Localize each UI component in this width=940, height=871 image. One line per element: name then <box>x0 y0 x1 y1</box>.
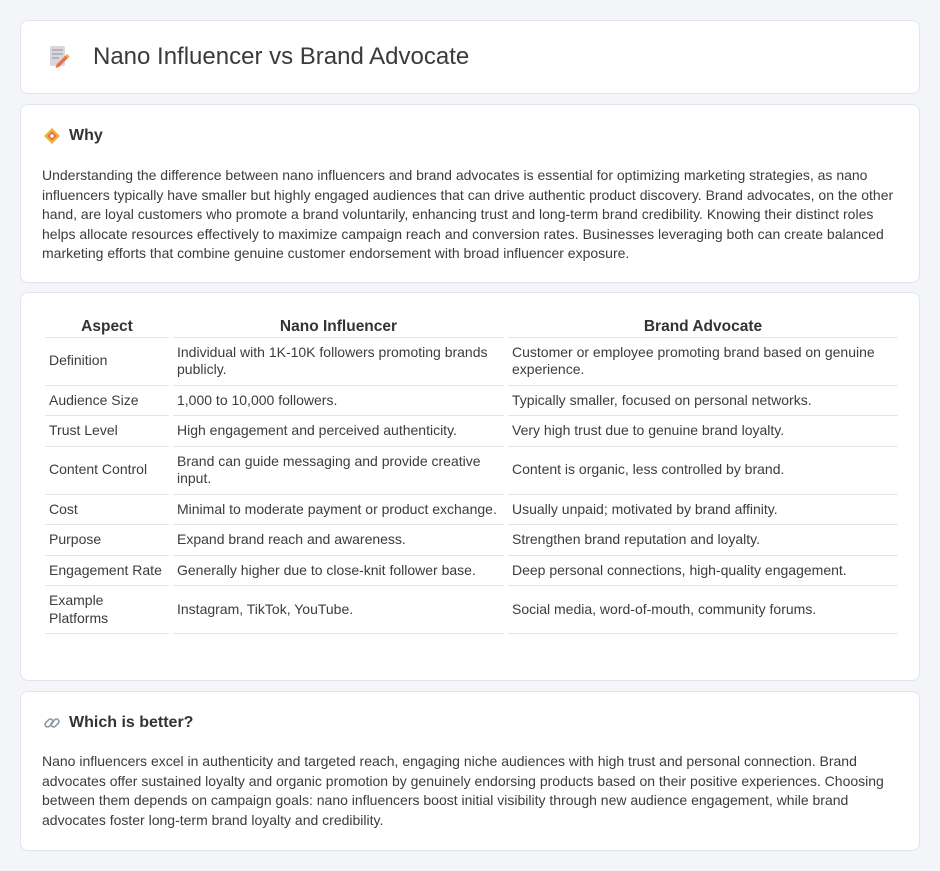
nano-cell: 1,000 to 10,000 followers. <box>171 385 506 416</box>
header-nano-influencer: Nano Influencer <box>171 317 506 337</box>
nano-cell: Expand brand reach and awareness. <box>171 525 506 556</box>
nano-cell: Individual with 1K-10K followers promoting brands publicly. <box>171 337 506 385</box>
diamond-icon <box>43 127 61 145</box>
comparison-table <box>45 317 898 634</box>
table-row <box>45 494 898 525</box>
title-row <box>47 43 469 71</box>
advocate-cell: Deep personal connections, high-quality engagement. <box>506 555 898 586</box>
header-brand-advocate: Brand Advocate <box>506 317 898 337</box>
better-heading <box>43 714 193 732</box>
advocate-cell: Usually unpaid; motivated by brand affinity. <box>506 494 898 525</box>
page-title: Nano Influencer vs Brand Advocate <box>93 43 470 70</box>
advocate-cell: Social media, word-of-mouth, community forums. <box>506 586 898 634</box>
nano-cell: High engagement and perceived authenticity. <box>171 416 506 447</box>
advocate-cell: Typically smaller, focused on personal networks. <box>506 385 898 416</box>
better-title: Which is better? <box>69 714 194 731</box>
nano-cell: Brand can guide messaging and provide creative input. <box>171 446 506 494</box>
aspect-cell: Example Platforms <box>45 586 171 634</box>
comparison-section <box>20 292 920 681</box>
header-aspect: Aspect <box>45 317 171 337</box>
header-card <box>20 20 920 94</box>
why-section <box>20 104 920 283</box>
which-is-better-section <box>20 691 920 851</box>
nano-cell: Minimal to moderate payment or product exchange. <box>171 494 506 525</box>
aspect-cell: Definition <box>45 337 171 385</box>
advocate-cell: Very high trust due to genuine brand loyalty. <box>506 416 898 447</box>
aspect-cell: Content Control <box>45 446 171 494</box>
table-row <box>45 586 898 634</box>
link-icon <box>43 714 61 732</box>
aspect-cell: Engagement Rate <box>45 555 171 586</box>
table-row <box>45 385 898 416</box>
aspect-cell: Purpose <box>45 525 171 556</box>
advocate-cell: Content is organic, less controlled by brand. <box>506 446 898 494</box>
nano-cell: Generally higher due to close-knit follower base. <box>171 555 506 586</box>
table-row <box>45 337 898 385</box>
table-row <box>45 416 898 447</box>
why-title: Why <box>69 127 103 144</box>
advocate-cell: Strengthen brand reputation and loyalty. <box>506 525 898 556</box>
document-pencil-icon <box>47 44 71 70</box>
why-text: Understanding the difference between nano influencers and brand advocates is essential for optimizing marketing strategies, as nano influencers typically have smaller but highly engaged audiences that can drive authentic product discovery. Brand advocates, on the other hand, are loyal customers who promote a brand voluntarily, enhancing trust and long-term brand credibility. Knowing their distinct roles helps allocate resources effectively to maximize campaign reach and conversion rates. Businesses leveraging both can create balanced marketing efforts that combine genuine customer endorsement with broad influencer exposure. <box>42 167 894 262</box>
table-row <box>45 555 898 586</box>
nano-cell: Instagram, TikTok, YouTube. <box>171 586 506 634</box>
table-row <box>45 446 898 494</box>
aspect-cell: Trust Level <box>45 416 171 447</box>
why-heading <box>43 127 103 145</box>
table-row <box>45 525 898 556</box>
aspect-cell: Audience Size <box>45 385 171 416</box>
table-header-row <box>45 317 898 337</box>
better-text: Nano influencers excel in authenticity and targeted reach, engaging niche audiences with high trust and personal connection. Brand advocates offer sustained loyalty and organic promotion by genuinely endorsing products based on their positive experiences. Choosing between them depends on campaign goals: nano influencers boost initial visibility through new audience engagement, while brand advocates foster long-term brand loyalty and credibility. <box>42 753 884 828</box>
advocate-cell: Customer or employee promoting brand based on genuine experience. <box>506 337 898 385</box>
aspect-cell: Cost <box>45 494 171 525</box>
